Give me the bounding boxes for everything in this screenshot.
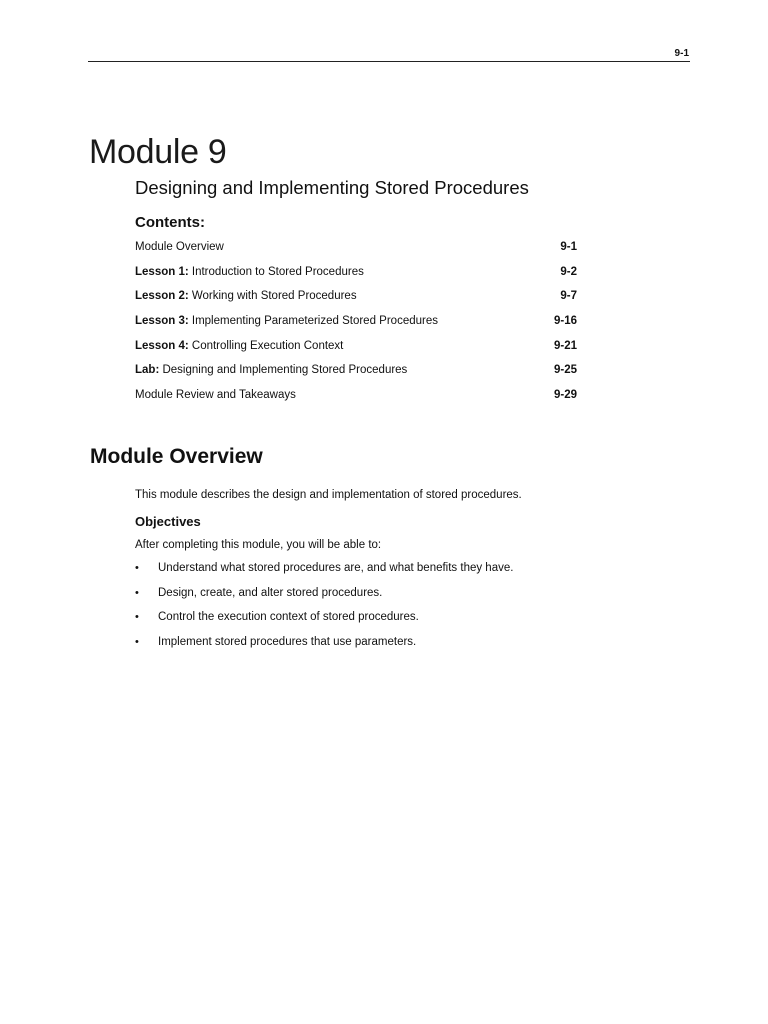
toc-row-lesson-4[interactable] [135,335,577,360]
toc-prefix: Lab: [135,364,160,377]
objective-text: Control the execution context of stored procedures. [158,611,419,623]
objective-item [135,633,635,658]
bullet: • [135,611,139,623]
bullet: • [135,562,139,574]
toc-title: Designing and Implementing Stored Procedures [159,364,408,377]
toc-row-module-overview[interactable] [135,236,577,261]
bullet: • [135,586,139,599]
toc-page: 9-16 [553,315,577,328]
objectives-intro: After completing this module, you will be able to: [135,539,382,551]
overview-description: This module describes the design and implementation of stored procedures. [135,489,522,501]
toc-label [135,266,364,278]
toc-title: Implementing Parameterized Stored Procedures [188,315,438,328]
toc-prefix: Lesson 2: [135,290,189,303]
header-rule [88,61,690,62]
module-overview-heading: Module Overview [90,445,263,468]
toc-label [135,364,407,376]
toc-prefix: Lesson 4: [135,339,189,352]
objective-item [135,608,635,633]
toc-row-lesson-3[interactable] [135,310,577,335]
toc-prefix: Lesson 3: [135,315,189,328]
page-number: 9-1 [674,48,689,59]
toc-label [135,241,224,253]
toc-title: Controlling Execution Context [188,339,344,352]
toc-title: Working with Stored Procedures [188,290,357,303]
toc-title: Module Overview [135,241,224,253]
objective-item [135,584,635,609]
bullet: • [135,635,139,648]
module-title: Module 9 [89,133,227,171]
toc-row-lesson-2[interactable] [135,285,577,310]
toc-page: 9-7 [560,290,577,303]
toc-page: 9-2 [560,265,577,278]
toc-label [135,290,357,302]
toc-row-lesson-1[interactable] [135,261,577,286]
contents-heading: Contents: [135,214,205,231]
toc-page: 9-29 [553,389,577,402]
table-of-contents [135,236,577,409]
toc-title: Module Review and Takeaways [135,389,296,402]
objective-text: Implement stored procedures that use parameters. [158,635,417,648]
toc-page: 9-1 [560,241,577,253]
toc-row-module-review[interactable] [135,384,577,409]
objective-text: Understand what stored procedures are, and what benefits they have. [158,562,514,574]
objective-item [135,559,635,584]
toc-page: 9-25 [553,364,577,377]
toc-row-lab[interactable] [135,359,577,384]
objectives-heading: Objectives [135,514,201,529]
toc-label [135,340,343,352]
toc-label [135,389,296,401]
toc-label [135,315,438,327]
toc-prefix: Lesson 1: [135,265,189,278]
module-subtitle: Designing and Implementing Stored Procedures [135,177,529,198]
objective-text: Design, create, and alter stored procedures. [158,586,383,599]
toc-title: Introduction to Stored Procedures [188,265,364,278]
toc-page: 9-21 [553,339,577,352]
objectives-list [135,559,635,657]
